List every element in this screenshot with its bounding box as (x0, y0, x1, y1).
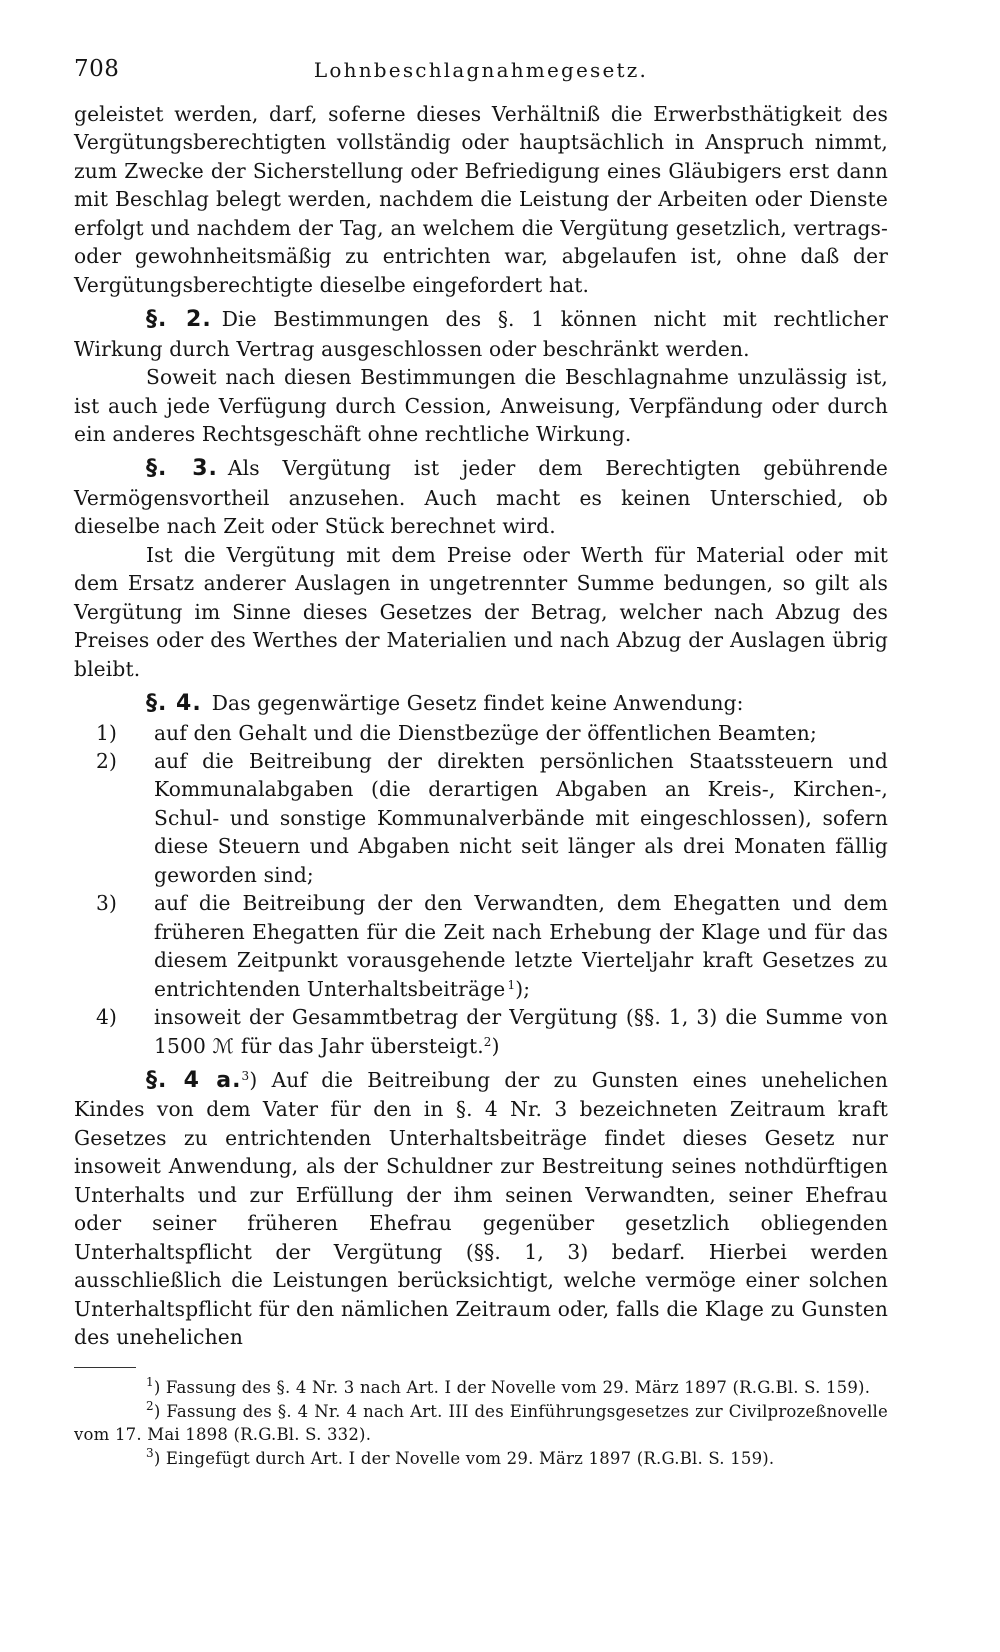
paragraph-continuation: geleistet werden, darf, soferne dieses Verhältniß die Erwerbsthätigkeit des Vergütungsberechtigten vollständig oder hauptsächlich in Anspruch nimmt, zum Zwecke der Sicherstellung oder Befriedigung eines Gläubigers erst dann mit Beschlag belegt werden, nachdem die Leistung der Arbeiten oder Dienste erfolgt und nachdem der Tag, an welchem die Vergütung gesetzlich, vertrags- oder gewohnheitsmäßig zu entrichten war, abgelaufen ist, ohne daß der Vergütungsberechtigte dieselbe eingefordert hat. (74, 102, 888, 297)
footnote (74, 1400, 888, 1447)
footnote-reference: 1 (507, 977, 516, 992)
footnote-reference: 3 (241, 1068, 250, 1083)
footnote (74, 1447, 888, 1471)
list-item (74, 889, 888, 1003)
list-item-body: auf den Gehalt und die Dienstbezüge der öffentlichen Beamten; (154, 720, 817, 745)
list-item-number: 1) (96, 720, 118, 745)
footnote (74, 1376, 888, 1400)
list-item-tail: ) (491, 1033, 500, 1058)
footnotes (74, 1376, 888, 1470)
section-4a-text: ) Auf die Beitreibung der zu Gunsten eines unehelichen Kindes von dem Vater für den in §. 4 Nr. 3 bezeichneten Zeitraum kraft Gesetzes zu entrichtenden Unterhaltsbeiträge findet dieses Gesetz nur insoweit Anwendung, als der Schuldner zur Bestreitung seines nothdürftigen Unterhalts und zur Erfüllung der ihm seinen Verwandten, seiner Ehefrau oder seiner früheren Ehefrau gegenüber gesetzlich obliegenden Unterhaltspflicht der Vergütung (§§. 1, 3) bedarf. Hierbei werden ausschließlich die Leistungen berücksichtigt, welche vermöge einer solchen Unterhaltspflicht für den nämlichen Zeitraum oder, falls die Klage zu Gunsten des unehelichen (74, 1067, 889, 1350)
section-2-text: Die Bestimmungen des §. 1 können nicht mit rechtlicher Wirkung durch Vertrag ausgeschlossen oder beschränkt werden. (74, 307, 889, 361)
list-item-number: 4) (96, 1005, 118, 1030)
section-4a-label: §. 4 a. (146, 1067, 242, 1093)
list-item-number: 2) (96, 748, 118, 773)
footnote-text: ) Eingefügt durch Art. I der Novelle vom 29. März 1897 (R.G.Bl. S. 159). (153, 1448, 775, 1468)
footnote-text: ) Fassung des §. 4 Nr. 4 nach Art. III des Einführungsgesetzes zur Civilprozeßnovelle vom 17. Mai 1898 (R.G.Bl. S. 332). (74, 1401, 888, 1445)
section-4 (74, 689, 888, 718)
list-item-text (154, 889, 888, 1003)
section-3-label: §. 3. (146, 456, 218, 482)
list-item (74, 1003, 888, 1060)
list-item-text (154, 1003, 888, 1060)
list-item-body: auf die Beitreibung der den Verwandten, dem Ehegatten und dem früheren Ehegatten für die Zeit nach Erhebung der Klage und für das diesem Zeitpunkt vorausgehende letzte Vierteljahr kraft Gesetzes zu entrichtenden Unterhaltsbeiträge (154, 891, 888, 1001)
footnote-divider (74, 1367, 136, 1368)
section-2-paragraph-2: Soweit nach diesen Bestimmungen die Beschlagnahme unzulässig ist, ist auch jede Verfügung durch Cession, Anweisung, Verpfändung oder durch ein anderes Rechtsgeschäft ohne rechtliche Wirkung. (74, 365, 888, 446)
page-header (74, 56, 888, 100)
document-page (74, 56, 888, 1616)
list-item (74, 719, 888, 747)
list-item-number: 3) (96, 891, 118, 916)
section-4-text: Das gegenwärtige Gesetz findet keine Anwendung: (211, 691, 744, 716)
section-3-paragraph-2: Ist die Vergütung mit dem Preise oder Werth für Material oder mit dem Ersatz anderer Auslagen in ungetrennter Summe bedungen, so gilt als Vergütung im Sinne dieses Gesetzes der Betrag, welcher nach Abzug des Preises oder des Werthes der Materialien und nach Abzug der Auslagen übrig bleibt. (74, 542, 888, 681)
page-number: 708 (74, 56, 120, 82)
section-4-label: §. 4. (146, 691, 202, 717)
section-3-text: Als Vergütung ist jeder dem Berechtigten gebührende Vermögensvortheil anzusehen. Auch macht es keinen Unterschied, ob dieselbe nach Zeit oder Stück berechnet wird. (74, 456, 888, 539)
running-title: Lohnbeschlagnahmegesetz. (313, 58, 649, 82)
list-item-text (154, 747, 888, 889)
section-2 (74, 305, 888, 363)
list-item-body: auf die Beitreibung der direkten persönlichen Staatssteuern und Kommunalabgaben (die derartigen Abgaben an Kreis-, Kirchen-, Schul- und sonstige Kommunalverbände mit eingeschlossen), sofern diese Steuern und Abgaben nicht seit länger als drei Monaten fällig geworden sind; (154, 748, 888, 887)
list-item (74, 747, 888, 889)
section-4a (74, 1066, 888, 1352)
list-item-text (154, 719, 888, 747)
list-item-tail: ); (515, 976, 531, 1001)
footnote-mark: 1 (146, 1375, 154, 1390)
footnote-mark: 3 (146, 1445, 154, 1460)
footnote-mark: 2 (146, 1398, 154, 1413)
footnote-text: ) Fassung des §. 4 Nr. 3 nach Art. I der Novelle vom 29. März 1897 (R.G.Bl. S. 159). (153, 1378, 871, 1398)
list-item-body: insoweit der Gesammtbetrag der Vergütung (§§. 1, 3) die Summe von 1500 ℳ für das Jahr übersteigt. (154, 1005, 888, 1058)
section-3 (74, 454, 888, 540)
footnote-reference: 2 (483, 1034, 492, 1049)
body-text (74, 100, 888, 1351)
section-2-label: §. 2. (146, 307, 212, 333)
